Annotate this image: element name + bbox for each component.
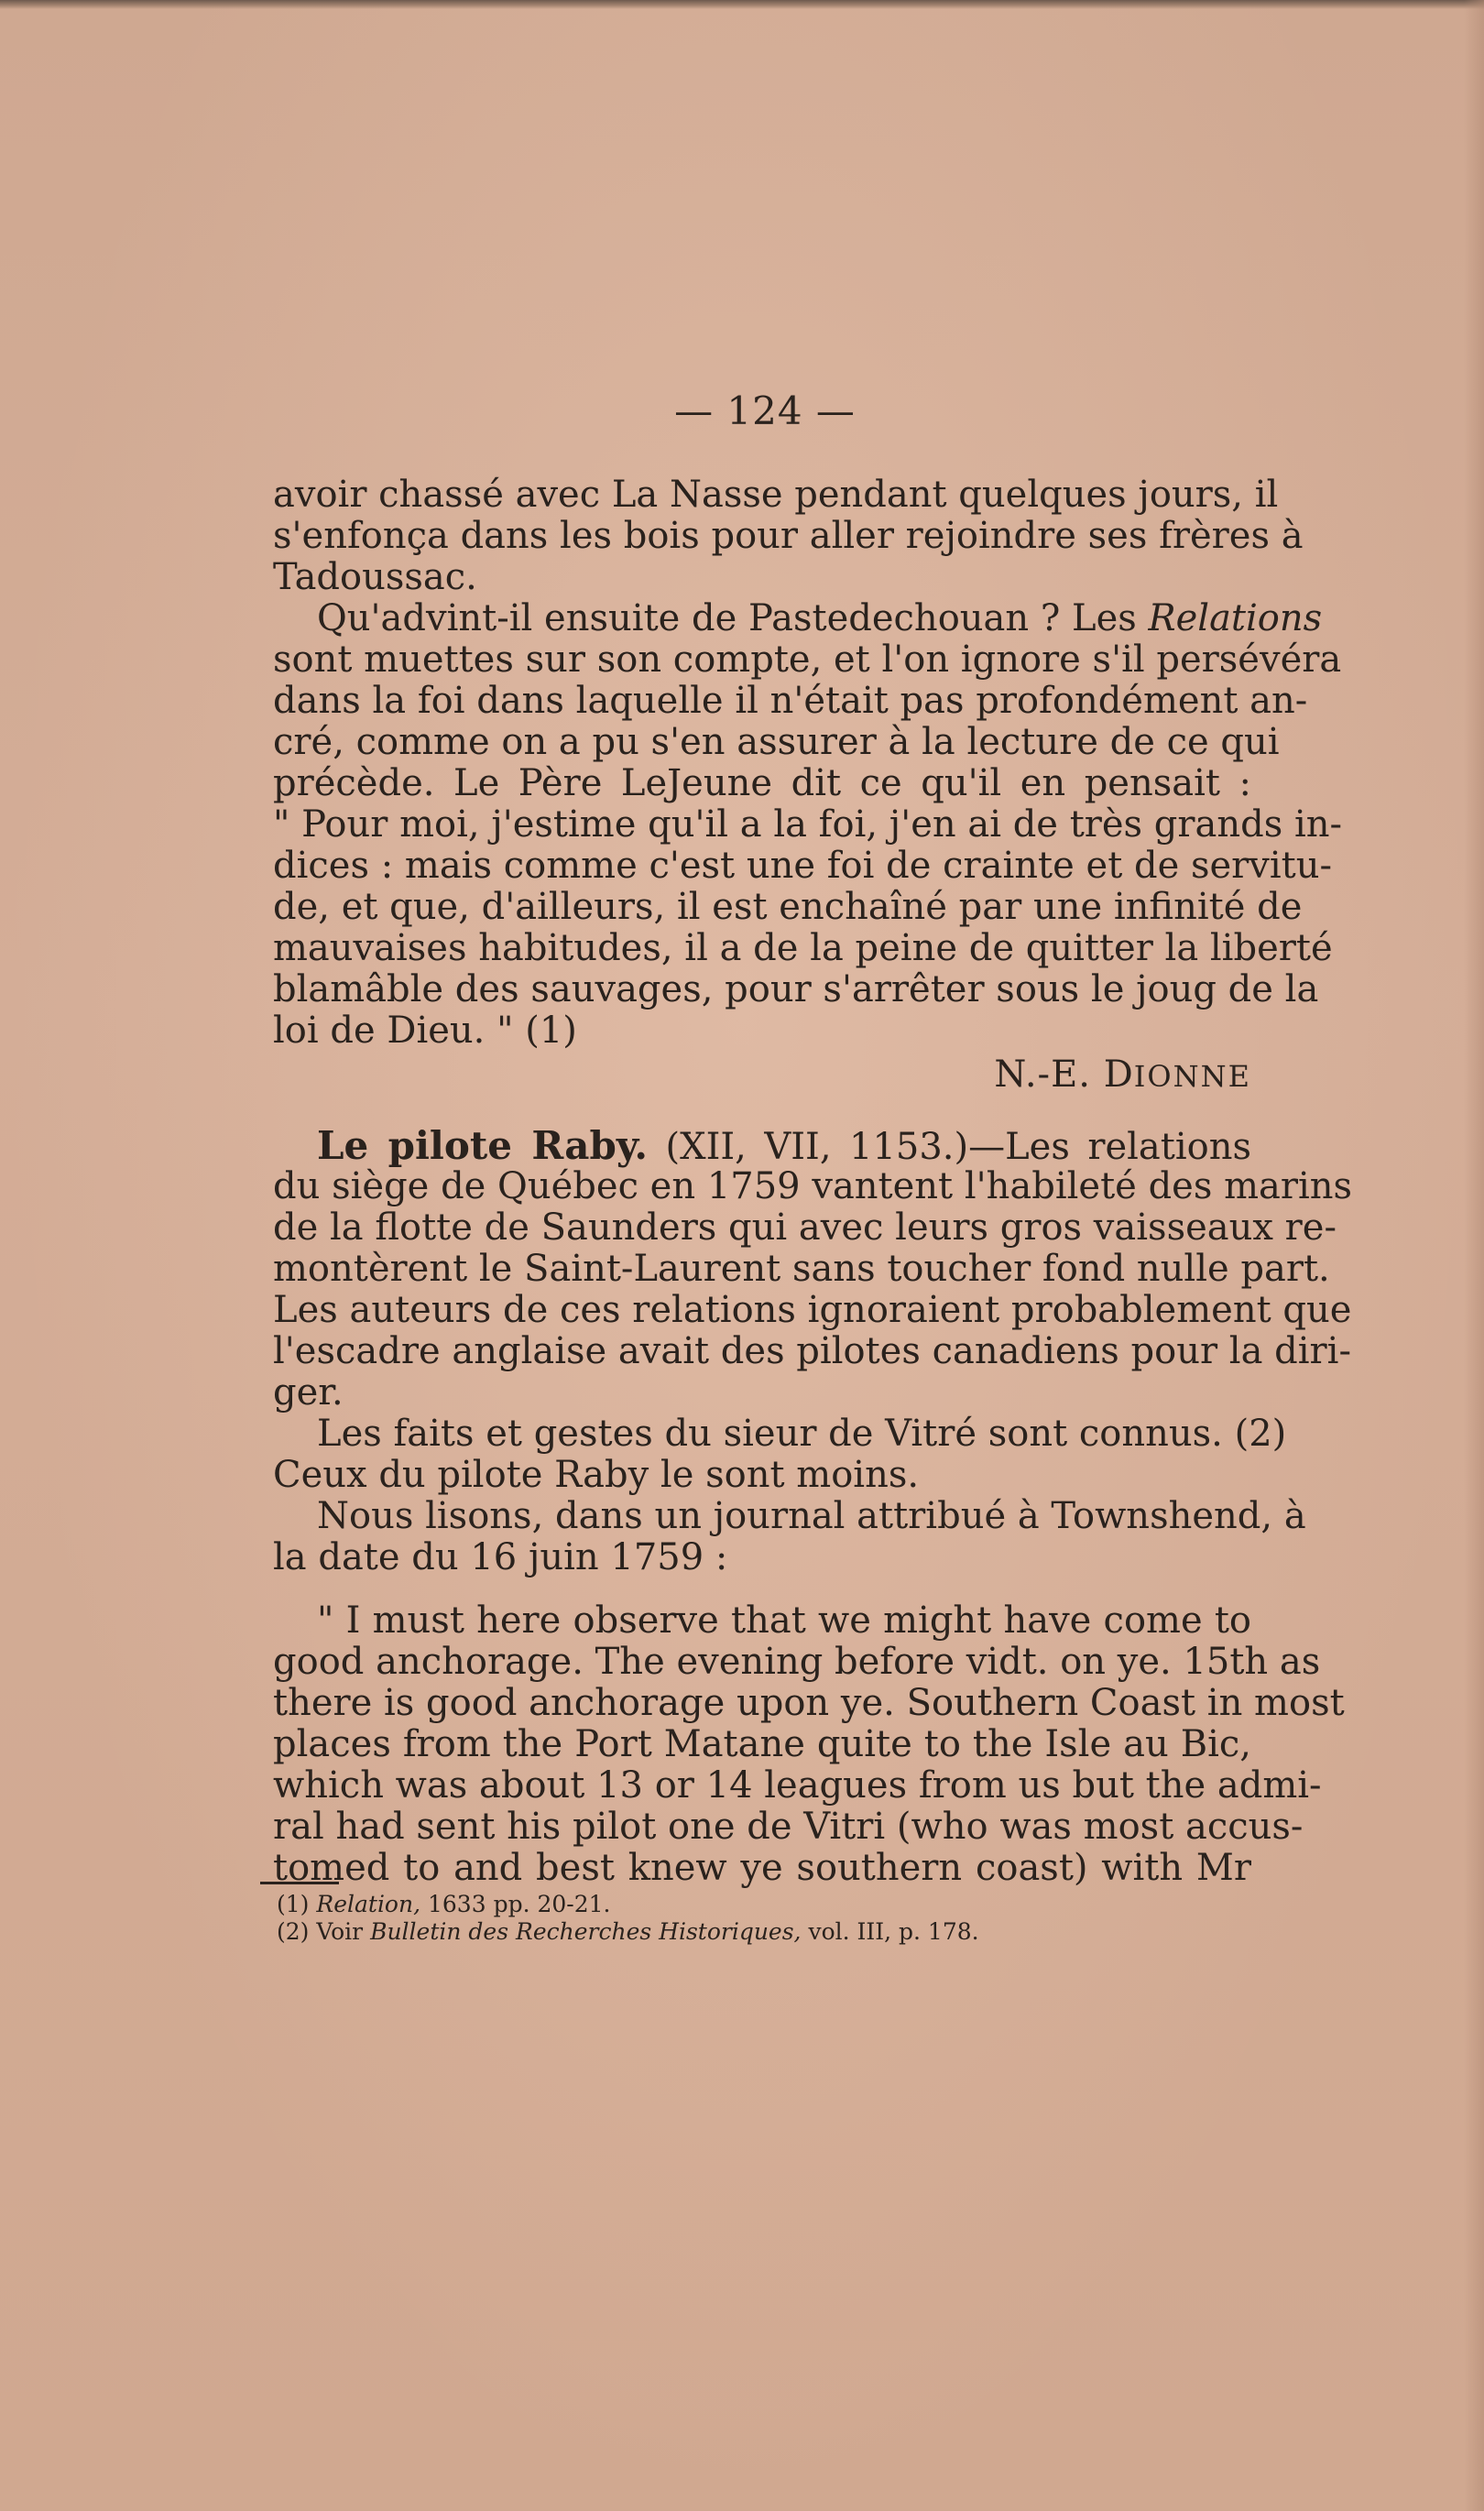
text-line: dans la foi dans laquelle il n'était pas profondément an- [273,680,1308,722]
text-line: montèrent le Saint-Laurent sans toucher fond nulle part. [273,1248,1330,1290]
text-line: cré, comme on a pu s'en assurer à la lecture de ce qui [273,721,1280,763]
page-top-edge [0,0,1484,9]
text-line: loi de Dieu. " (1) [273,1010,577,1052]
quote-line: there is good anchorage upon ye. Southern Coast in most [273,1682,1345,1724]
footnote-1-number: (1) [277,1891,310,1917]
text-line: de la flotte de Saunders qui avec leurs gros vaisseaux re- [273,1206,1337,1249]
text-line: l'escadre anglaise avait des pilotes canadiens pour la diri- [273,1330,1351,1372]
signature-name: IONNE [1133,1059,1251,1094]
text-line: blamâble des sauvages, pour s'arrêter sous le joug de la [273,968,1319,1010]
text-line: mauvaises habitudes, il a de la peine de quitter la liberté [273,927,1333,969]
footnote-2-pre: Voir [309,1918,371,1945]
footnote-1 [277,1891,979,1918]
footnote-1-text: 1633 pp. 20-21. [420,1891,611,1917]
text-line: de, et que, d'ailleurs, il est enchaîné par une infinité de [273,886,1303,928]
text-line: avoir chassé avec La Nasse pendant quelques jours, il [273,474,1279,516]
text-line-relations: Qu'advint-il ensuite de Pastedechouan ? Les Relations [317,597,1323,639]
footnotes [277,1891,979,1946]
text-line: Nous lisons, dans un journal attribué à Townshend, à [317,1495,1306,1537]
main-text-top [273,474,1343,1052]
text-line: Les faits et gestes du sieur de Vitré sont connus. (2) [317,1413,1287,1455]
footnote-2-text: vol. III, p. 178. [801,1918,979,1945]
english-quote [273,1599,1345,1889]
text-line: la date du 16 juin 1759 : [273,1536,728,1578]
text-line: sont muettes sur son compte, et l'on ignore s'il persévéra [273,639,1342,681]
text-line: ger. [273,1371,344,1414]
footnote-1-title: Relation, [316,1891,421,1917]
footnote-2-title: Bulletin des Recherches Historiques, [370,1918,802,1945]
text-line: " Pour moi, j'estime qu'il a la foi, j'en ai de très grands in- [273,803,1343,846]
quote-line: " I must here observe that we might have come to [317,1599,1251,1642]
author-signature [994,1054,1251,1096]
quote-line: places from the Port Matane quite to the Isle au Bic, [273,1723,1251,1765]
text-line: dices : mais comme c'est une foi de crainte et de servitu- [273,845,1333,887]
text-line: précède. Le Père LeJeune dit ce qu'il en pensait : [273,762,1251,804]
page-number: — 124 — [674,388,856,433]
text-line: s'enfonça dans les bois pour aller rejoindre ses frères à [273,515,1304,557]
section-reference: (XII, VII, 1153.)—Les relations [648,1126,1251,1168]
section-pilote-raby [273,1123,1353,1578]
quote-line: tomed to and best knew ye southern coast) with Mr [273,1847,1251,1889]
text-line: Les auteurs de ces relations ignoraient probablement que [273,1289,1352,1331]
quote-line: good anchorage. The evening before vidt. on ye. 15th as [273,1641,1321,1683]
text-line: du siège de Québec en 1759 vantent l'habileté des marins [273,1165,1353,1207]
text-line: Tadoussac. [273,556,477,598]
text-line: Ceux du pilote Raby le sont moins. [273,1454,920,1496]
signature-initials: N.-E. D [994,1054,1134,1096]
footnote-2 [277,1918,979,1946]
section-heading-line [273,1125,1251,1166]
footnote-divider [260,1882,339,1884]
quote-line: ral had sent his pilot one de Vitri (who was most accus- [273,1806,1304,1848]
page-right-edge [1464,0,1484,2511]
quote-line: which was about 13 or 14 leagues from us but the admi- [273,1764,1322,1807]
footnote-2-number: (2) [277,1918,310,1945]
section-title: Le pilote Raby. [317,1123,649,1168]
